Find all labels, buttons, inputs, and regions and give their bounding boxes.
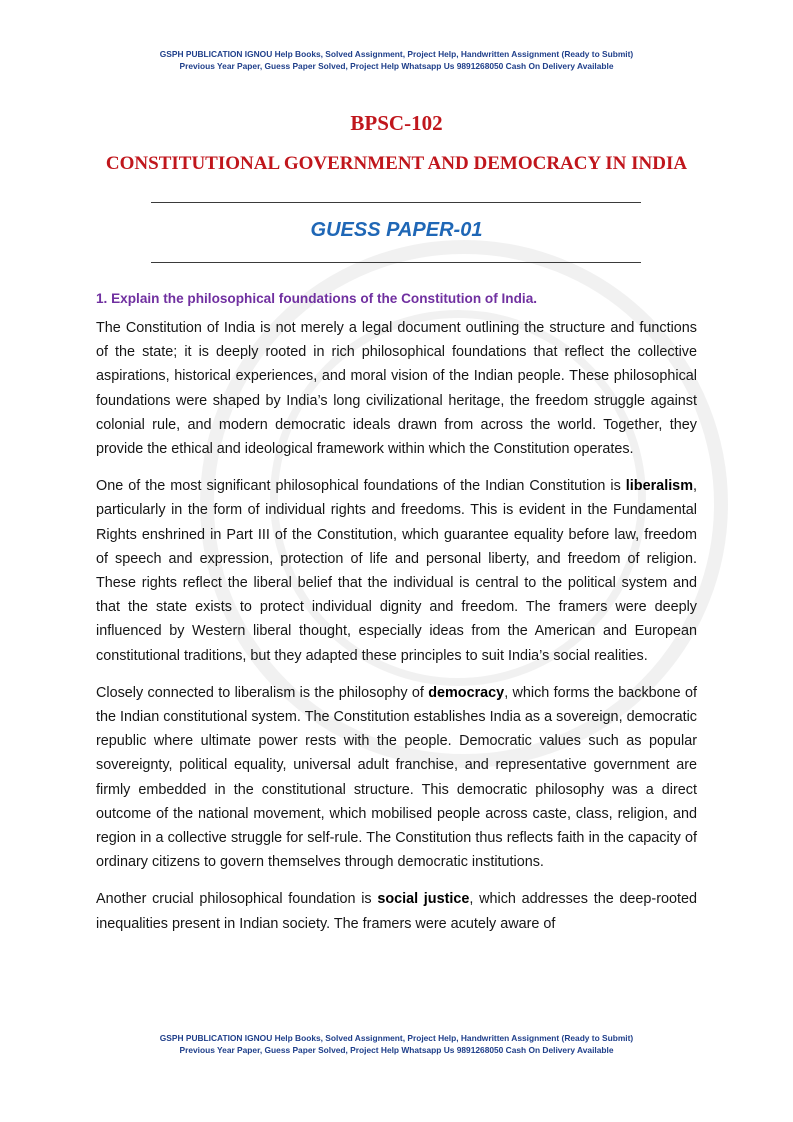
paragraph-1-text: The Constitution of India is not merely a legal document outlining the structure and functions of the state; it is deeply rooted in rich philosophical foundations that reflect the collective aspirations, historical experiences, and moral vision of the Indian people. These philosophical foundations were shaped by India’s long civilizational heritage, the freedom struggle against colonial rule, and modern democratic ideals drawn from across the world. Together, they provide the ethical and ideological framework within which the Constitution operates. (96, 320, 697, 458)
paragraph-2 (96, 474, 697, 668)
page-header (0, 48, 793, 72)
paragraph-4-text-b: , which addresses the deep-rooted inequalities present in Indian society. The framers were acutely aware of (96, 891, 698, 932)
paragraph-4 (96, 887, 697, 935)
paragraph-3-text-a: Closely connected to liberalism is the philosophy of (96, 684, 429, 701)
term-social-justice: social justice (377, 891, 470, 908)
footer-line-2: Previous Year Paper, Guess Paper Solved, Project Help Whatsapp Us 9891268050 Cash On Delivery Available (179, 1045, 614, 1055)
question-heading: 1. Explain the philosophical foundations of the Constitution of India. (96, 291, 538, 306)
paragraph-2-text-a: One of the most significant philosophical foundations of the Indian Constitution is (96, 478, 626, 495)
term-democracy: democracy (428, 684, 505, 701)
divider-bottom (151, 262, 641, 263)
page-footer (0, 1032, 793, 1056)
paragraph-3 (96, 681, 697, 875)
footer-line-1: GSPH PUBLICATION IGNOU Help Books, Solved Assignment, Project Help, Handwritten Assignment (Ready to Submit) (159, 1033, 634, 1043)
term-liberalism: liberalism (625, 478, 693, 495)
header-line-2: Previous Year Paper, Guess Paper Solved, Project Help Whatsapp Us 9891268050 Cash On Delivery Available (179, 61, 614, 71)
title-block (0, 110, 793, 176)
paper-label: GUESS PAPER-01 (310, 219, 483, 241)
paragraph-4-text-a: Another crucial philosophical foundation is (96, 891, 378, 908)
course-code: BPSC-102 (350, 111, 443, 135)
document-body (96, 289, 697, 949)
paragraph-2-text-b: , particularly in the form of individual rights and freedoms. This is evident in the Fundamental Rights enshrined in Part III of the Constitution, which guarantee equality before law, freedom of speech and expression, protection of life and personal liberty, and freedom of religion. These rights reflect the liberal belief that the individual is central to the political system and that the state exists to protect individual dignity and freedom. The framers were deeply influenced by Western liberal thought, especially ideas from the American and European constitutional traditions, but they adapted these principles to suit India’s social realities. (96, 478, 697, 664)
header-line-1: GSPH PUBLICATION IGNOU Help Books, Solved Assignment, Project Help, Handwritten Assignment (Ready to Submit) (159, 49, 634, 59)
paragraph-1 (96, 316, 697, 461)
course-title: CONSTITUTIONAL GOVERNMENT AND DEMOCRACY IN INDIA (105, 153, 688, 174)
paragraph-3-text-b: , which forms the backbone of the Indian constitutional system. The Constitution establishes India as a sovereign, democratic republic where ultimate power rests with the people. Democratic values such as popular sovereignty, political equality, universal adult franchise, and representative government are firmly embedded in the constitutional structure. This democratic philosophy was a direct outcome of the national movement, which mobilised people across caste, class, religion, and region in a collective struggle for self-rule. The Constitution thus reflects faith in the capacity of ordinary citizens to govern themselves through democratic institutions. (96, 684, 697, 871)
divider-top (151, 202, 641, 203)
